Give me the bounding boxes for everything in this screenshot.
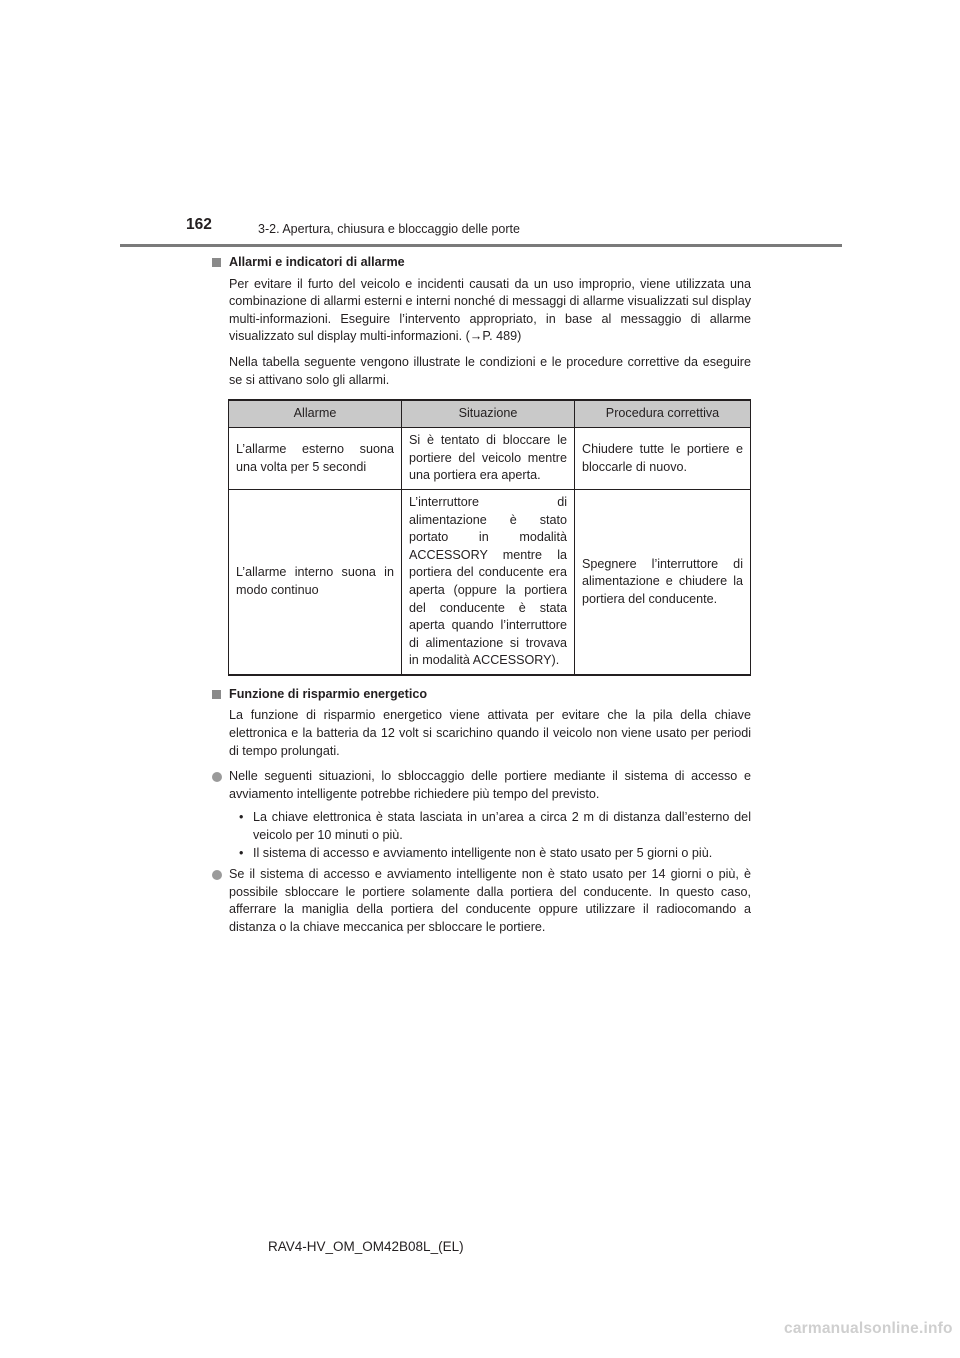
table-row bbox=[229, 428, 751, 490]
page-number: 162 bbox=[186, 216, 212, 233]
table-header-row bbox=[229, 400, 751, 428]
table-row bbox=[229, 489, 751, 674]
section-title: 3-2. Apertura, chiusura e bloccaggio delle porte bbox=[258, 222, 520, 236]
section-heading-text: Allarmi e indicatori di allarme bbox=[229, 255, 405, 269]
square-bullet-icon bbox=[212, 258, 221, 267]
table-cell: Spegnere l’interruttore di alimentazione e chiudere la portiera del conducente. bbox=[575, 489, 751, 674]
section-heading-energy-saving bbox=[211, 686, 751, 704]
section-heading-alarms bbox=[211, 254, 751, 272]
table-cell: L’allarme interno suona in modo continuo bbox=[229, 489, 402, 674]
table-cell: Si è tentato di bloccare le portiere del veicolo mentre una portiera era aperta. bbox=[402, 428, 575, 490]
paragraph: Per evitare il furto del veicolo e incidenti causati da un uso improprio, viene utilizzata una combinazione di allarmi esterni e interni nonché di messaggi di allarme visualizzati sul display multi-informazioni. Eseguire l’intervento appropriato, in base al messaggio di allarme visualizzato sul display multi-informazioni. (→P. 489) bbox=[229, 276, 751, 344]
table-header-cell: Situazione bbox=[402, 400, 575, 428]
bullet-text: Nelle seguenti situazioni, lo sbloccaggio delle portiere mediante il sistema di accesso e avviamento intelligente potrebbe richiedere più tempo del previsto. bbox=[229, 769, 751, 801]
table-cell: L’allarme esterno suona una volta per 5 secondi bbox=[229, 428, 402, 490]
sub-list-item bbox=[211, 845, 751, 863]
bullet-item bbox=[211, 866, 751, 936]
sub-list-text: Il sistema di accesso e avviamento intelligente non è stato usato per 5 giorni o più. bbox=[253, 845, 713, 860]
page-content bbox=[211, 254, 751, 943]
header-divider bbox=[120, 244, 842, 247]
square-bullet-icon bbox=[212, 690, 221, 699]
table-cell: L’interruttore di alimentazione è stato portato in modalità ACCESSORY mentre la portiera del conducente era aperta (oppure la portiera del conducente è stata aperta quando l’interruttore di alimentazione si trovava in modalità ACCESSORY). bbox=[402, 489, 575, 674]
bullet-text: Se il sistema di accesso e avviamento intelligente non è stato usato per 14 giorni o più, è possibile sbloccare le portiere solamente dalla portiera del conducente. In questo caso, afferrare la maniglia della portiera del conducente oppure utilizzare il radiocomando a distanza o la chiave meccanica per sbloccare le portiere. bbox=[229, 867, 751, 934]
sub-list-item bbox=[211, 809, 751, 844]
table-header-cell: Allarme bbox=[229, 400, 402, 428]
document-code: RAV4-HV_OM_OM42B08L_(EL) bbox=[268, 1239, 464, 1254]
paragraph: Nella tabella seguente vengono illustrate le condizioni e le procedure correttive da eseguire se si attivano solo gli allarmi. bbox=[229, 354, 751, 387]
sub-list-text: La chiave elettronica è stata lasciata in un’area a circa 2 m di distanza dall’esterno del veicolo per 10 minuti o più. bbox=[253, 810, 751, 843]
alarm-table bbox=[228, 399, 751, 676]
section-heading-text: Funzione di risparmio energetico bbox=[229, 686, 428, 701]
paragraph: La funzione di risparmio energetico viene attivata per evitare che la pila della chiave elettronica e la batteria da 12 volt si scarichino quando il veicolo non viene usato per periodi di tempo prolungati. bbox=[229, 708, 751, 758]
bullet-item bbox=[211, 768, 751, 803]
dot-marker: • bbox=[239, 845, 244, 860]
circle-bullet-icon bbox=[212, 772, 222, 782]
dot-marker: • bbox=[239, 810, 244, 825]
watermark: carmanualsonline.info bbox=[784, 1320, 953, 1337]
table-cell: Chiudere tutte le portiere e bloccarle di nuovo. bbox=[575, 428, 751, 490]
circle-bullet-icon bbox=[212, 870, 222, 880]
table-header-cell: Procedura correttiva bbox=[575, 400, 751, 428]
